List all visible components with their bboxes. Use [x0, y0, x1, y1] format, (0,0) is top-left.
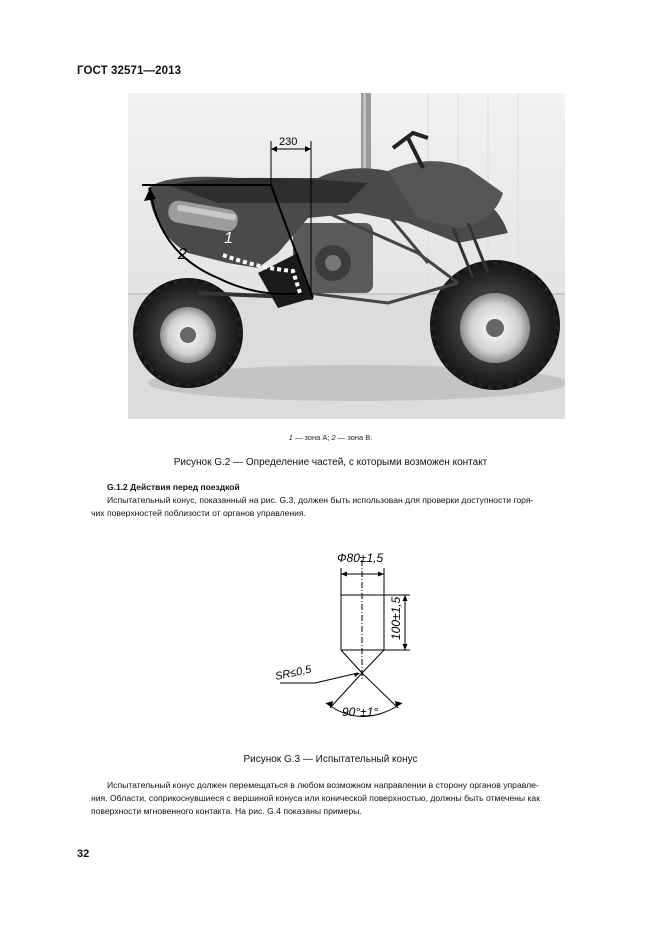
atv-photo: [128, 93, 565, 419]
legend-number-1: 1: [288, 433, 293, 442]
paragraph-1: [91, 494, 615, 520]
section-heading: G.1.2 Действия перед поездкой: [107, 482, 240, 492]
dimension-230-label: 230: [279, 136, 298, 148]
paragraph-2-line-1: Испытательный конус должен перемещаться в любом возможном направлении в сторону органов управле-: [107, 780, 539, 790]
paragraph-1-line-2: чих поверхностей поблизости от органов управления.: [91, 508, 307, 518]
figure-g2-caption: Рисунок G.2 — Определение частей, с которыми возможен контакт: [173, 457, 488, 468]
paragraph-2-line-2: ния. Области, соприкоснувшиеся с вершиной конуса или конической поверхностью, должны быть отмечены как: [91, 793, 540, 803]
page-number: 32: [77, 848, 90, 860]
figure-g3-caption: Рисунок G.3 — Испытательный конус: [243, 754, 418, 765]
zone-1-label: 1: [224, 230, 233, 247]
paragraph-2: [91, 779, 615, 818]
document-header: ГОСТ 32571—2013: [77, 65, 182, 77]
radius-label: SR≤0,5: [274, 663, 313, 683]
legend-text-1: — зона А;: [292, 433, 332, 442]
test-cone-svg: [270, 540, 430, 730]
test-cone-drawing: [270, 540, 430, 730]
figure-g2-legend: [0, 433, 661, 442]
length-label: 100±1,5: [389, 596, 403, 640]
paragraph-1-line-1: Испытательный конус, показанный на рис. G.3, должен быть использован для проверки доступности горя-: [107, 495, 534, 505]
paragraph-2-line-3: поверхности мгновенного контакта. На рис. G.4 показаны примеры.: [91, 806, 362, 816]
zone-2-label: 2: [178, 246, 187, 263]
diameter-label: Ф80±1,5: [337, 551, 384, 565]
legend-number-2: 2: [331, 433, 336, 442]
legend-text-2: — зона В.: [335, 433, 373, 442]
angle-label: 90°±1°: [342, 705, 379, 719]
atv-illustration: [128, 93, 565, 419]
